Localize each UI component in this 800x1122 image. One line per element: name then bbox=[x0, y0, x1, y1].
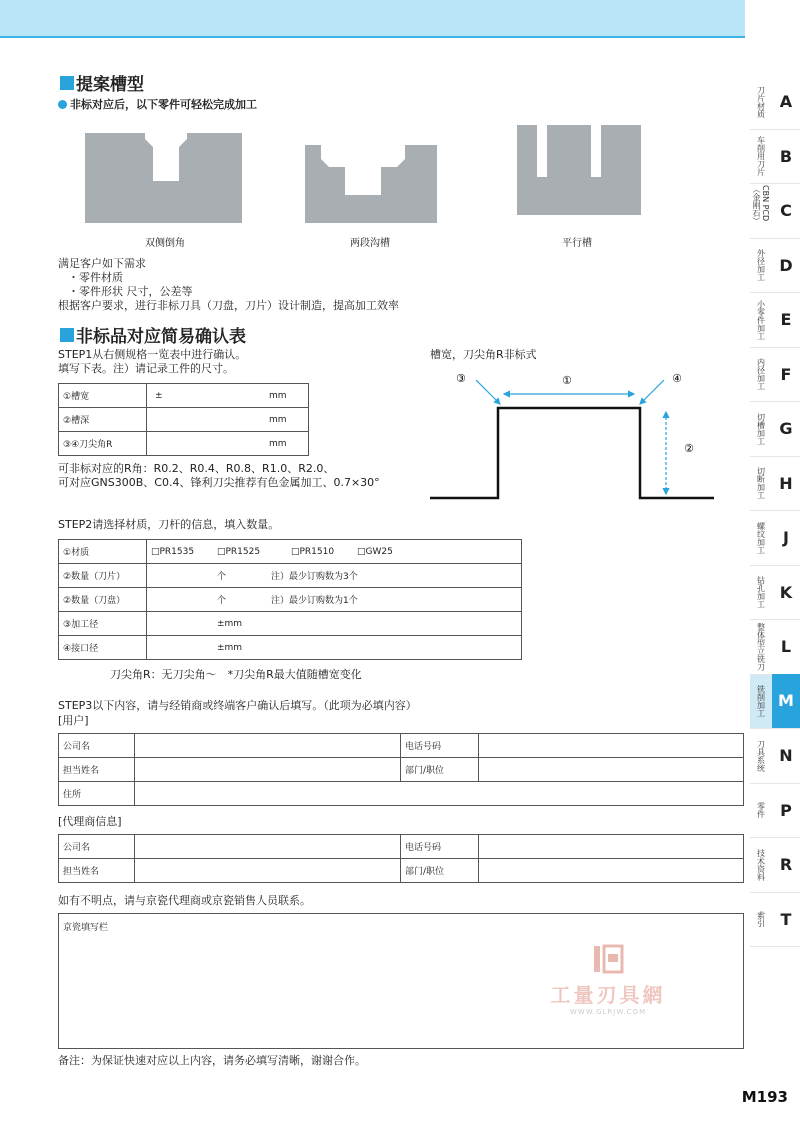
tab-letter: K bbox=[779, 582, 793, 602]
shape-double-chamfer bbox=[85, 133, 242, 223]
tab-f[interactable] bbox=[750, 348, 800, 403]
groove-profile-line bbox=[430, 408, 714, 498]
tab-r[interactable] bbox=[750, 838, 800, 893]
tab-letter: N bbox=[779, 746, 793, 766]
desc-line: ・零件形状 尺寸，公差等 bbox=[68, 285, 193, 298]
diagram-label-2: ② bbox=[684, 442, 694, 455]
table-row bbox=[59, 636, 522, 660]
tab-n[interactable] bbox=[750, 729, 800, 784]
tab-m[interactable] bbox=[750, 675, 800, 730]
cell-label: ③④刀尖角R bbox=[59, 432, 147, 456]
cell-label: ④接口径 bbox=[59, 636, 147, 660]
tab-j[interactable] bbox=[750, 511, 800, 566]
tab-p[interactable] bbox=[750, 784, 800, 839]
kyocera-box-label: 京瓷填写栏 bbox=[63, 923, 109, 933]
step1-line2: 填写下表。注）请记录工件的尺寸。 bbox=[58, 362, 234, 375]
table-row bbox=[59, 384, 309, 408]
cell-label: 担当姓名 bbox=[59, 758, 135, 782]
tab-letter: J bbox=[783, 528, 789, 548]
diagram-label-3: ③ bbox=[456, 372, 466, 385]
tab-label: 内径加工 bbox=[756, 358, 766, 391]
tab-letter: T bbox=[780, 909, 792, 929]
tab-label: 整体型立铣刀 bbox=[756, 622, 766, 671]
dot-bullet-icon bbox=[58, 100, 67, 109]
shape-caption-1: 双侧倒角 bbox=[145, 238, 185, 249]
footer-note: 备注：为保证快速对应以上内容，请务必填写清晰，谢谢合作。 bbox=[58, 1054, 366, 1067]
section2-title-text: 非标品对应简易确认表 bbox=[76, 327, 246, 347]
material-checkbox[interactable]: □PR1525 bbox=[217, 546, 261, 557]
cell-mid: ± bbox=[155, 390, 163, 401]
table-row bbox=[59, 564, 522, 588]
tab-label: 刀具系统 bbox=[756, 739, 766, 772]
tab-e[interactable] bbox=[750, 293, 800, 348]
tab-label: 外径加工 bbox=[756, 249, 766, 282]
tab-t[interactable] bbox=[750, 893, 800, 948]
shape-caption-3: 平行槽 bbox=[562, 238, 592, 249]
cell-label: 部门/职位 bbox=[401, 859, 479, 883]
diagram-title: 槽宽，刀尖角R非标式 bbox=[430, 348, 537, 361]
tab-label: 技术资料 bbox=[756, 848, 766, 881]
step2-title: STEP2请选择材质，刀杆的信息，填入数量。 bbox=[58, 518, 280, 531]
cell-unit: mm bbox=[269, 438, 287, 449]
input-cell[interactable] bbox=[147, 432, 309, 456]
material-options bbox=[147, 540, 522, 564]
section1-subtitle-text: 非标对应后，以下零件可轻松完成加工 bbox=[70, 98, 257, 111]
input-cell[interactable] bbox=[147, 612, 522, 636]
step3-title: STEP3以下内容，请与经销商或终端客户确认后填写。（此项为必填内容） bbox=[58, 699, 417, 712]
cell-label: 担当姓名 bbox=[59, 859, 135, 883]
dealer-info-table bbox=[58, 834, 744, 883]
input-cell[interactable] bbox=[135, 734, 401, 758]
table-row bbox=[59, 612, 522, 636]
input-cell[interactable] bbox=[479, 859, 744, 883]
dealer-heading: [代理商信息] bbox=[58, 815, 122, 828]
r-note-1: 可非标对应的R角：R0.2、R0.4、R0.8、R1.0、R2.0、 bbox=[58, 462, 335, 475]
r-note-2: 可对应GNS300B、C0.4、锋利刀尖推荐有色金属加工、0.7×30° bbox=[58, 476, 380, 489]
cell-label: ②数量（刀盘） bbox=[59, 588, 147, 612]
input-cell[interactable] bbox=[147, 636, 522, 660]
cell-note: 注）最少订购数为3个 bbox=[271, 572, 358, 582]
contact-note: 如有不明点，请与京瓷代理商或京瓷销售人员联系。 bbox=[58, 894, 311, 907]
step1-line1: STEP1从右侧规格一览表中进行确认。 bbox=[58, 348, 247, 361]
tab-label: 小零件加工 bbox=[756, 299, 766, 340]
square-bullet-icon bbox=[60, 76, 74, 90]
tab-h[interactable] bbox=[750, 457, 800, 512]
tab-label: 铣削加工 bbox=[756, 685, 766, 718]
input-cell[interactable] bbox=[479, 835, 744, 859]
desc-line: 根据客户要求，进行非标刀具（刀盘，刀片）设计制造，提高加工效率 bbox=[58, 299, 399, 312]
top-banner bbox=[0, 0, 745, 38]
shape-parallel-groove bbox=[517, 125, 641, 215]
cell-label: ①槽宽 bbox=[59, 384, 147, 408]
step1-table bbox=[58, 383, 309, 456]
cell-label: 部门/职位 bbox=[401, 758, 479, 782]
cell-label: ①材质 bbox=[59, 540, 147, 564]
cell-label: 电话号码 bbox=[401, 734, 479, 758]
tab-letter: R bbox=[779, 855, 793, 875]
material-checkbox[interactable]: □PR1535 bbox=[151, 546, 195, 557]
diagram-label-4: ④ bbox=[672, 372, 682, 385]
tab-letter: H bbox=[779, 473, 793, 493]
tab-label: 车削用刀片 bbox=[756, 136, 766, 177]
tab-label: 切槽加工 bbox=[756, 412, 766, 445]
tab-letter: G bbox=[779, 419, 793, 439]
input-cell[interactable] bbox=[147, 564, 522, 588]
cell-label: 住所 bbox=[59, 782, 135, 806]
cell-unit: mm bbox=[269, 414, 287, 425]
table-row bbox=[59, 432, 309, 456]
shape-caption-2: 两段沟槽 bbox=[350, 238, 390, 249]
step1-text bbox=[58, 348, 246, 376]
table-row bbox=[59, 734, 744, 758]
desc-line: ・零件材质 bbox=[68, 271, 123, 284]
tab-l[interactable] bbox=[750, 620, 800, 675]
watermark-logo-icon bbox=[588, 942, 628, 976]
tab-letter: P bbox=[780, 800, 792, 820]
table-row bbox=[59, 408, 309, 432]
r-notes bbox=[58, 462, 380, 490]
desc-line: 满足客户如下需求 bbox=[58, 257, 146, 270]
tab-letter: B bbox=[779, 146, 793, 166]
cell-label: ③加工径 bbox=[59, 612, 147, 636]
tab-letter: A bbox=[779, 92, 793, 112]
input-cell[interactable] bbox=[147, 408, 309, 432]
input-cell[interactable] bbox=[135, 859, 401, 883]
cell-unit: ±mm bbox=[217, 642, 243, 653]
watermark-title: 工量刃具網 bbox=[550, 983, 666, 1007]
table-row bbox=[59, 588, 522, 612]
table-row bbox=[59, 758, 744, 782]
input-cell[interactable] bbox=[479, 758, 744, 782]
tab-label: 零件 bbox=[756, 802, 766, 819]
user-heading: [用户] bbox=[58, 714, 89, 727]
tab-d[interactable] bbox=[750, 239, 800, 294]
tab-letter: C bbox=[780, 201, 792, 221]
tab-label: 钻孔加工 bbox=[756, 576, 766, 609]
cell-note: 注）最少订购数为1个 bbox=[271, 596, 358, 606]
diagram-label-1: ① bbox=[562, 374, 572, 387]
table-row bbox=[59, 835, 744, 859]
section-title-proposal bbox=[60, 70, 144, 95]
tab-k[interactable] bbox=[750, 566, 800, 621]
section-title-confirm-table bbox=[60, 322, 246, 347]
tab-a[interactable] bbox=[750, 75, 800, 130]
step2-table bbox=[58, 539, 522, 660]
input-cell[interactable] bbox=[479, 734, 744, 758]
tab-letter: L bbox=[780, 637, 792, 657]
cell-label: ②数量（刀片） bbox=[59, 564, 147, 588]
tab-letter: F bbox=[780, 364, 792, 384]
table-row bbox=[59, 859, 744, 883]
corner-arrow-right bbox=[640, 380, 664, 404]
tab-letter: D bbox=[779, 255, 793, 275]
watermark bbox=[538, 942, 678, 1016]
tab-letter: E bbox=[780, 310, 792, 330]
cell-unit: ±mm bbox=[217, 618, 243, 629]
groove-shapes-illustration bbox=[85, 125, 755, 230]
tab-label: CBN PCD（金刚石） bbox=[752, 184, 770, 225]
table-row bbox=[59, 540, 522, 564]
tip-radius-note: 刀尖角R：无刀尖角～ *刀尖角R最大值随槽宽变化 bbox=[110, 668, 362, 681]
tab-label: 螺纹加工 bbox=[756, 521, 766, 554]
groove-dimension-diagram bbox=[428, 364, 718, 504]
cell-label: 电话号码 bbox=[401, 835, 479, 859]
page-number: M193 bbox=[741, 1088, 788, 1106]
input-cell[interactable] bbox=[135, 782, 744, 806]
shape-two-step-groove bbox=[305, 145, 437, 223]
cell-label: 公司名 bbox=[59, 734, 135, 758]
cell-unit: mm bbox=[269, 390, 287, 401]
input-cell[interactable] bbox=[135, 758, 401, 782]
cell-unit: 个 bbox=[217, 596, 227, 606]
watermark-url: WWW.GLRJW.COM bbox=[569, 1008, 647, 1016]
tab-letter: M bbox=[772, 674, 800, 728]
user-info-table bbox=[58, 733, 744, 806]
material-checkbox[interactable]: □GW25 bbox=[357, 546, 393, 557]
table-row bbox=[59, 782, 744, 806]
tab-label: 刀片材质 bbox=[756, 85, 766, 118]
chapter-tabs bbox=[750, 75, 800, 947]
tab-g[interactable] bbox=[750, 402, 800, 457]
tab-c[interactable] bbox=[750, 184, 800, 239]
cell-label: 公司名 bbox=[59, 835, 135, 859]
material-checkbox[interactable]: □PR1510 bbox=[291, 546, 335, 557]
cell-label: ②槽深 bbox=[59, 408, 147, 432]
section1-subtitle bbox=[58, 96, 257, 112]
tab-b[interactable] bbox=[750, 130, 800, 185]
tab-label: 切断加工 bbox=[756, 467, 766, 500]
tab-label: 索引 bbox=[756, 911, 766, 928]
input-cell[interactable] bbox=[147, 588, 522, 612]
input-cell[interactable] bbox=[147, 384, 309, 408]
square-bullet-icon bbox=[60, 328, 74, 342]
corner-arrow-left bbox=[476, 380, 500, 404]
input-cell[interactable] bbox=[135, 835, 401, 859]
section1-description bbox=[58, 257, 399, 313]
cell-unit: 个 bbox=[217, 572, 227, 582]
section1-title-text: 提案槽型 bbox=[76, 75, 144, 95]
